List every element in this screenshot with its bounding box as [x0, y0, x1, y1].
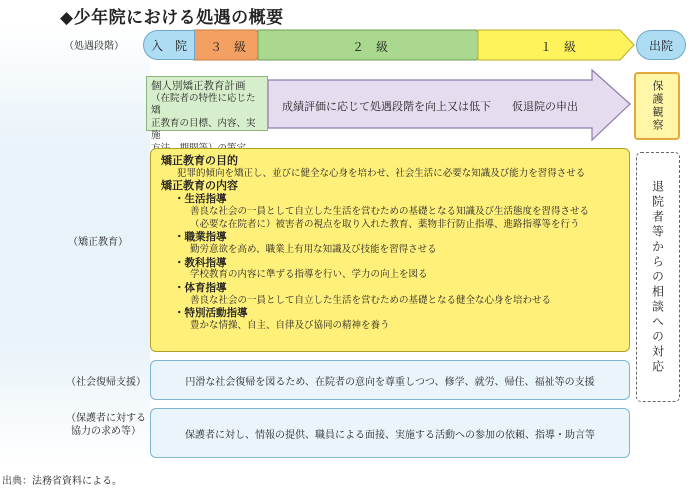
plan-detail-line1: （在院者の特性に応じた矯 — [151, 92, 256, 116]
item-line: 豊かな情操、自主、自律及び協同の精神を養う — [190, 320, 390, 332]
social-support-box — [150, 360, 630, 400]
page-title: ◆少年院における処遇の概要 — [60, 8, 284, 28]
item-line: （必要な在院者に）被害者の視点を取り入れた教育、薬物非行防止指導、進路指導等を行う — [190, 218, 580, 230]
individual-plan-box — [146, 76, 268, 141]
row-label-guardian — [66, 412, 146, 438]
social-support-text: 円滑な社会復帰を図るため、在院者の意向を尊重しつつ、修学、就労、帰住、福祉等の支援 — [185, 376, 595, 388]
stage-arrows — [0, 0, 695, 150]
item-heading: ・職業指導 — [174, 231, 227, 244]
plan-detail-line2: 正教育の目標、内容、実施 — [151, 117, 256, 141]
row-label-education: （矯正教育） — [68, 237, 128, 248]
grade3-label: ３ 級 — [210, 40, 247, 54]
content-heading: 矯正教育の内容 — [161, 179, 238, 193]
item-heading: ・教科指導 — [174, 256, 227, 269]
purpose-heading: 矯正教育の目的 — [161, 154, 238, 167]
grade2-label: ２ 級 — [352, 40, 389, 54]
guardian-support-box — [150, 408, 630, 458]
entry-stage: 入 院 — [143, 30, 195, 60]
consultation-box — [636, 152, 680, 402]
item-line: 善良な社会の一員として自立した生活を営むための基礎となる健全な心身を培わせる — [190, 294, 552, 306]
grade1-label: １ 級 — [540, 40, 577, 54]
probation-box — [634, 72, 680, 140]
item-line: 学校教育の内容に準ずる指導を行い、学力の向上を図る — [190, 269, 428, 281]
purpose-text: 犯罪的傾向を矯正し、並びに健全な心身を培わせ、社会生活に必要な知識及び能力を習得させる — [177, 167, 586, 179]
probation-label: 保護観察 — [651, 80, 664, 132]
row-label-stage: （処遇段階） — [64, 41, 124, 52]
item-heading: ・生活指導 — [174, 193, 227, 206]
row-label-guardian-line1: （保護者に対する — [66, 413, 146, 424]
source-note: 出典：法務省資料による。 — [2, 476, 122, 487]
item-line: 善良な社会の一員として自立した生活を営むための基礎となる知識及び生活態度を習得させる — [190, 205, 590, 217]
parole-request-text: 仮退院の申出 — [512, 100, 578, 113]
consultation-label: 退院者等からの相談への対応 — [650, 179, 665, 375]
progress-arrow-text: 成績評価に応じて処遇段階を向上又は低下 — [282, 100, 491, 113]
plan-title: 個人別矯正教育計画 — [151, 80, 246, 92]
row-label-guardian-line2: 協力の求め等） — [71, 426, 141, 437]
exit-stage: 出院 — [636, 30, 686, 60]
guardian-support-text: 保護者に対し、情報の提供、職員による面接、実施する活動への参加の依頼、指導・助言等 — [185, 429, 595, 441]
item-heading: ・体育指導 — [174, 282, 227, 295]
row-label-social: （社会復帰支援） — [66, 377, 146, 388]
item-heading: ・特別活動指導 — [174, 307, 248, 320]
item-line: 勤労意欲を高め、職業上有用な知識及び技能を習得させる — [190, 243, 437, 255]
education-box — [150, 148, 630, 352]
